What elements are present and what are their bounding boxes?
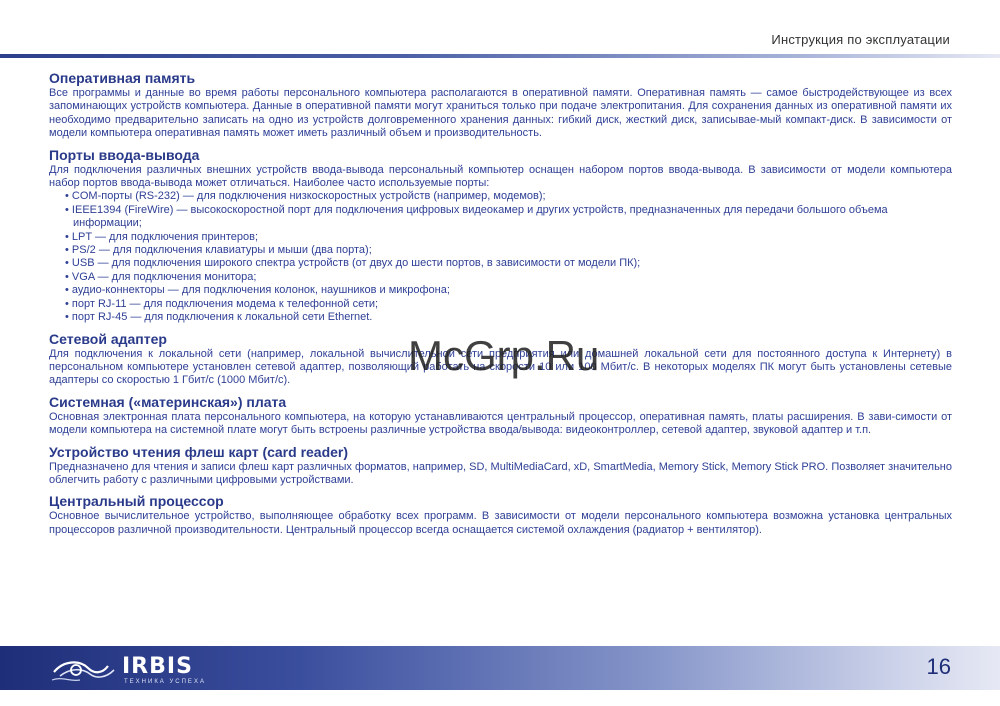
page-number: 16: [926, 654, 951, 679]
list-item: • IEEE1394 (FireWire) — высокоскоростной порт для подключения цифровых видеокамер и других устройств, предназначенных для передачи большого объема информации;: [49, 204, 952, 231]
section-heading: Сетевой адаптер: [49, 330, 167, 347]
section-text: Для подключения к локальной сети (например, локальной вычислительной сети предприятия или домашней локальной сети для постоянного доступа к Интернету) в персональном компьютере установлен сетевой адаптер, позволяющий работать на скорости 10 или 100 Мбит/с. В некоторых моделях ПК могут быть установлены сетевые адаптеры со скоростью 1 Гбит/с (1000 Мбит/с).: [49, 347, 952, 387]
section-heading: Центральный процессор: [49, 493, 224, 510]
swirl-logo-icon: [50, 654, 120, 686]
section-heading: Системная («материнская») плата: [49, 393, 287, 410]
page-footer: [0, 646, 1000, 690]
section-ram: [49, 70, 952, 141]
list-item: • PS/2 — для подключения клавиатуры и мыши (два порта);: [49, 244, 952, 257]
section-io-ports: [49, 147, 952, 325]
list-item: • порт RJ-11 — для подключения модема к телефонной сети;: [49, 298, 952, 311]
list-item: • аудио-коннекторы — для подключения колонок, наушников и микрофона;: [49, 284, 952, 297]
list-item: • VGA — для подключения монитора;: [49, 271, 952, 284]
page-header: [0, 0, 1000, 58]
section-heading: Порты ввода-вывода: [49, 146, 200, 163]
watermark: McGrp.Ru: [408, 332, 600, 379]
list-item: • USB — для подключения широкого спектра устройств (от двух до шести портов, в зависимости от модели ПК);: [49, 257, 952, 270]
section-heading: Оперативная память: [49, 70, 196, 86]
header-rule: [0, 54, 1000, 58]
main-content: [49, 70, 952, 543]
list-item: • COM-порты (RS-232) — для подключения низкоскоростных устройств (например, модемов);: [49, 190, 952, 203]
section-text: Основная электронная плата персонального компьютера, на которую устанавливаются центральный процессор, оперативная память, платы расширения. В зави-симости от модели компьютера на системной плате могут быть встроены различные устройства ввода/вывода: видеоконтроллер, сетевой адаптер, звуковой адаптер и т.п.: [49, 410, 952, 437]
section-heading: Устройство чтения флеш карт (card reader): [49, 443, 349, 460]
section-cpu: [49, 493, 952, 537]
section-text: Все программы и данные во время работы персонального компьютера располагаются в оперативной памяти. Оперативная память — самое быстродействующее из всех запоминающих устройств компьютера. Данные в оперативной памяти могут храниться только при подаче электропитания. Для сохранения данных из оперативной памяти их необходимо предварительно записать на одно из устройств долговременного хранения данных: гибкий диск, жесткий диск, записывае-мый компакт-диск. В зависимости от модели компьютера оперативная память может иметь различный объем и производительность.: [49, 87, 952, 140]
section-motherboard: [49, 394, 952, 438]
document-title: Инструкция по эксплуатации: [771, 32, 950, 47]
list-item: • порт RJ-45 — для подключения к локальной сети Ethernet.: [49, 311, 952, 324]
section-text: Предназначено для чтения и записи флеш карт различных форматов, например, SD, MultiMediaCard, xD, SmartMedia, Memory Stick, Memory Stick PRO. Позволяет значительно облегчить работу с различными цифровыми устройствами.: [49, 460, 952, 486]
section-card-reader: [49, 444, 952, 488]
ports-list: [49, 190, 952, 324]
logo-text: IRBIS: [122, 654, 193, 679]
section-text: Для подключения различных внешних устройств ввода-вывода персональный компьютер оснащен набором портов ввода-вывода. В зависимости от модели компьютера набор портов ввода-вывода может отличаться. Наиболее часто используемые порты:: [49, 163, 952, 190]
section-network-adapter: [49, 331, 952, 388]
logo-tagline: ТЕХНИКА УСПЕХА: [124, 679, 206, 685]
irbis-logo: [50, 654, 220, 686]
section-text: Основное вычислительное устройство, выполняющее обработку всех программ. В зависимости от модели персонального компьютера возможна установка центральных процессоров различной производительности. Центральный процессор всегда оснащается системой охлаждения (радиатор + вентилятор).: [49, 510, 952, 536]
list-item: • LPT — для подключения принтеров;: [49, 231, 952, 244]
